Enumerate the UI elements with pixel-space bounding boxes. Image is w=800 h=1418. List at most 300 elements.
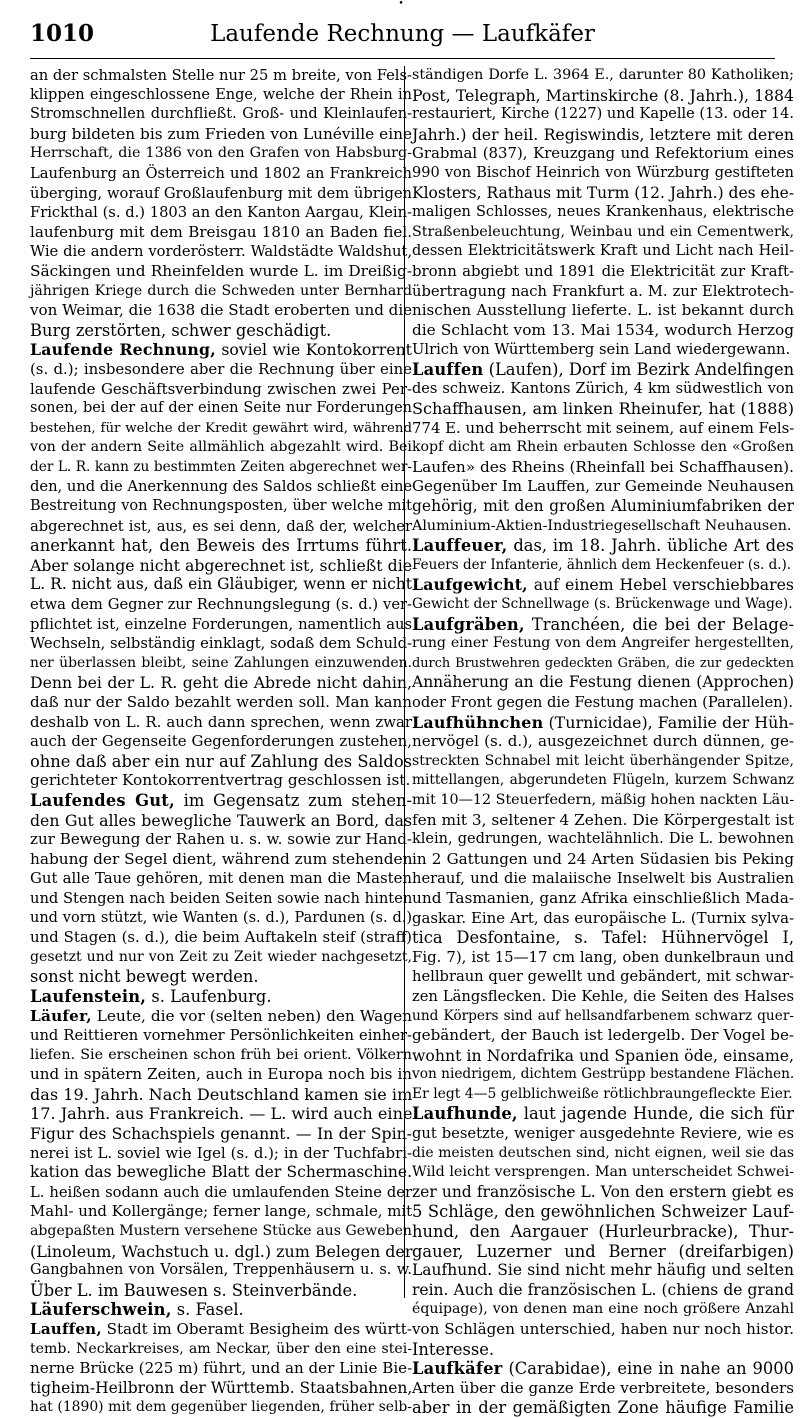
text-line [30, 1340, 412, 1360]
line-text: klippen eingeschlossene Enge, welche der Rhein in [30, 86, 412, 103]
line-text: und in spätern Zeiten, auch in Europa noch bis in [30, 1065, 412, 1084]
text-line [30, 1104, 412, 1124]
text-line [412, 673, 794, 693]
text-line [412, 419, 794, 439]
text-line [30, 1085, 412, 1105]
line-text: ständigen Dorfe L. 3964 E., darunter 80 Katholiken; [412, 67, 794, 83]
line-text: Gangbahnen von Vorsälen, Treppenhäusern u. s. w. [30, 1262, 412, 1279]
line-text: Feuers der Infanterie, ähnlich dem Heckenfeuer (s. d.). [412, 556, 792, 573]
text-line [412, 1026, 794, 1046]
line-text: (Turnicidae), Familie der Hüh- [548, 712, 795, 732]
text-line [30, 693, 412, 713]
line-text: aber in der gemäßigten Zone häufige Familie [412, 1398, 794, 1418]
text-line [412, 360, 794, 380]
text-line [30, 1222, 412, 1242]
line-text: équipage), von denen man eine noch größere Anzahl [412, 1301, 794, 1318]
text-line [30, 458, 412, 478]
text-line [412, 850, 794, 870]
text-line [30, 301, 412, 321]
line-text: Wechseln, selbständig einklagt, sodaß dem Schuld- [30, 635, 412, 653]
dictionary-entry [30, 1007, 412, 1301]
line-text: gerichteter Kontokorrentvertrag geschlossen ist. [30, 771, 411, 790]
text-line [30, 1007, 412, 1027]
line-text: nervögel (s. d.), ausgezeichnet durch dünnen, ge- [412, 732, 794, 751]
line-text: Bestreitung von Rechnungsposten, über welche mit [30, 498, 412, 515]
text-line [412, 144, 794, 164]
line-text: den Gut alles bewegliche Tauwerk an Bord, das [30, 810, 412, 830]
line-text: abgepaßten Mustern versehene Stücke aus Geweben [30, 1223, 412, 1240]
text-line [30, 673, 412, 693]
text-line [30, 830, 412, 850]
line-text: sonst nicht bewegt werden. [30, 967, 259, 987]
line-text: übertragung nach Frankfurt a. M. zur Elektrotech- [412, 282, 794, 300]
line-text: L. heißen sodann auch die umlaufenden Steine der [30, 1183, 412, 1201]
text-line [412, 203, 794, 223]
text-line [412, 105, 794, 125]
line-text: laufenburg mit dem Breisgau 1810 an Baden fiel. [30, 222, 412, 241]
text-line [30, 321, 412, 341]
text-line [30, 164, 412, 184]
entry-continuation [30, 66, 412, 340]
entry-headword: Läuferschwein, [30, 1300, 172, 1320]
line-text: (s. d.); insbesondere aber die Rechnung über eine [30, 359, 412, 378]
text-line [30, 713, 412, 733]
line-text: Laufenburg an Österreich und 1802 an Frankreich [30, 164, 412, 182]
text-line [412, 615, 794, 635]
line-text: pflichtet ist, einzelne Forderungen, namentlich aus [30, 615, 412, 633]
dictionary-entry [30, 340, 412, 791]
line-text: Mahl- und Kollergänge; ferner lange, schmale, mit [30, 1202, 413, 1221]
text-line [412, 928, 794, 948]
line-text: Interesse. [412, 1339, 495, 1359]
running-title: Laufende Rechnung — Laufkäfer [210, 21, 595, 47]
dictionary-entry [412, 713, 794, 1105]
text-line [412, 595, 794, 615]
line-text: das 19. Jahrh. Nach Deutschland kamen sie im [30, 1084, 413, 1104]
dictionary-entry [412, 575, 794, 614]
line-text: Wild leicht versprengen. Man unterscheidet Schwei- [412, 1164, 794, 1181]
line-text: auf einem Hebel verschiebbares [533, 575, 794, 595]
text-line [30, 86, 412, 106]
text-line [30, 1261, 412, 1281]
line-text: und Tasmanien, ganz Afrika einschließlich Mada- [412, 888, 794, 907]
entry-headword: Laufgewicht, [412, 575, 528, 595]
page-header [30, 14, 775, 54]
text-line [412, 771, 794, 791]
text-line [412, 1242, 794, 1262]
text-line [30, 419, 412, 439]
line-text: die meisten deutschen sind, nicht eignen, weil sie das [412, 1144, 794, 1161]
text-line [30, 242, 412, 262]
text-line [412, 242, 794, 262]
text-line [30, 654, 412, 674]
line-text: kopf dicht am Rhein erbauten Schlosse den «Großen [412, 439, 794, 456]
text-line [30, 360, 412, 380]
line-text: anerkannt hat, den Beweis des Irrtums führt. [30, 536, 412, 556]
line-text: der L. R. kann zu bestimmten Zeiten abgerechnet wer- [30, 458, 412, 475]
line-text: 774 E. und beherrscht mit seinem, auf einem Fels- [412, 418, 795, 437]
line-text: gesetzt und nur von Zeit zu Zeit wieder nachgesetzt, [30, 948, 412, 965]
line-text: und Körpers sind auf hellsandfarbenem schwarz quer- [412, 1007, 794, 1024]
text-line [30, 732, 412, 752]
dictionary-entry [30, 987, 412, 1007]
text-line [30, 1046, 412, 1066]
text-line [412, 86, 794, 106]
line-text: fen mit 3, seltener 4 Zehen. Die Körpergestalt ist [412, 810, 794, 829]
top-mark: • [398, 0, 404, 9]
line-text: mit 10—12 Steuerfedern, mäßig hohen nackten Läu- [412, 791, 795, 808]
line-text: des schweiz. Kantons Zürich, 4 km südwestlich von [412, 380, 794, 397]
line-text: Stromschnellen durchfließt. Groß- und Kleinlaufen- [30, 106, 412, 123]
text-line [30, 105, 412, 125]
line-text: maligen Schlosses, neues Krankenhaus, elektrische [412, 204, 794, 221]
text-line [30, 184, 412, 204]
dictionary-entry [30, 1320, 412, 1418]
text-line [30, 1300, 412, 1320]
text-line [30, 595, 412, 615]
text-line [412, 380, 794, 400]
dictionary-entry [412, 615, 794, 713]
line-text: dessen Elektricitätswerk Kraft und Licht nach Heil- [412, 243, 794, 260]
line-text: Schaffhausen, am linken Rheinufer, hat (1888) [412, 399, 794, 419]
line-text: abgerechnet ist, aus, es sei denn, daß der, welcher [30, 517, 412, 535]
line-text: ner überlassen bleibt, seine Zahlungen einzuwenden. [30, 654, 412, 671]
text-line [412, 262, 794, 282]
line-text: auch der Gegenseite Gegenforderungen zustehen, [30, 732, 412, 751]
text-line [30, 1398, 412, 1418]
text-line [30, 634, 412, 654]
line-text: Frickthal (s. d.) 1803 an den Kanton Aargau, Klein- [30, 204, 412, 222]
line-text: jährigen Kriege durch die Schweden unter Bernhard [30, 282, 412, 299]
text-line [30, 282, 412, 302]
text-line [412, 987, 794, 1007]
text-line [412, 1085, 794, 1105]
line-text: bestehen, für welche der Kredit gewährt wird, während [30, 420, 412, 436]
line-text: habung der Segel dient, während zum stehenden [30, 849, 413, 868]
line-text: Klosters, Rathaus mit Turm (12. Jahrh.) des ehe- [412, 183, 795, 202]
text-line [412, 948, 794, 968]
entry-headword: Läufer, [30, 1006, 92, 1025]
line-text: deshalb von L. R. auch dann sprechen, wenn zwar [30, 712, 412, 731]
text-line [412, 909, 794, 929]
dictionary-entry [412, 1104, 794, 1359]
line-text: nerei ist L. soviel wie Igel (s. d.); in der Tuchfabri- [30, 1143, 412, 1162]
line-text: in 2 Gattungen und 24 Arten Südasien bis Peking [412, 849, 794, 868]
text-line [412, 1261, 794, 1281]
text-line [412, 889, 794, 909]
line-text: s. Fasel. [176, 1300, 244, 1320]
left-column [30, 66, 413, 1416]
text-line [412, 1183, 794, 1203]
line-text: hund, den Aargauer (Hurleurbracke), Thur- [412, 1222, 794, 1242]
text-line [412, 458, 794, 478]
line-text: hellbraun quer gewellt und gebändert, mit schwar- [412, 968, 794, 986]
text-line [30, 1163, 412, 1183]
text-line [30, 889, 412, 909]
line-text: Aber solange nicht abgerechnet ist, schließt die [30, 555, 412, 575]
line-text: Über L. im Bauwesen s. Steinverbände. [30, 1280, 358, 1300]
text-line [412, 1379, 794, 1399]
line-text: restauriert, Kirche (1227) und Kapelle (13. oder 14. [412, 106, 794, 123]
line-text: und vorn stützt, wie Wanten (s. d.), Pardunen (s. d.) [30, 909, 412, 926]
line-text: klein, gedrungen, wachtelähnlich. Die L. bewohnen [412, 831, 794, 848]
line-text: mittellangen, abgerundeten Flügeln, kurzem Schwanz [412, 772, 794, 789]
line-text: rein. Auch die französischen L. (chiens de grand [412, 1280, 794, 1299]
line-text: Figur des Schachspiels genannt. — In der Spin- [30, 1124, 412, 1144]
line-text: Arten über die ganze Erde verbreitete, besonders [412, 1378, 794, 1397]
text-line [412, 869, 794, 889]
text-line [30, 752, 412, 772]
text-line [30, 203, 412, 223]
text-line [30, 497, 412, 517]
line-text: herauf, und die malaiische Inselwelt bis Australien [412, 870, 794, 888]
line-text: von Schlägen unterschied, haben nur noch histor. [412, 1320, 794, 1338]
entry-headword: Laufkäfer [412, 1359, 503, 1379]
text-line [412, 1163, 794, 1183]
text-line [30, 125, 412, 145]
line-text: wohnt in Nordafrika und Spanien öde, einsame, [412, 1045, 794, 1065]
line-text: Ulrich von Württemberg sein Land wiedergewann. [412, 341, 791, 359]
line-text: Annäherung an die Festung dienen (Approchen) [412, 673, 794, 692]
text-line [30, 1124, 412, 1144]
dictionary-entry [412, 360, 794, 536]
line-text: hat (1890) mit dem gegenüber liegenden, früher selb- [30, 1399, 412, 1416]
text-line [412, 1124, 794, 1144]
line-text: Er legt 4—5 gelblichweiße rötlichbraungefleckte Eier. [412, 1085, 793, 1102]
text-line [30, 811, 412, 831]
text-line [30, 477, 412, 497]
line-text: Burg zerstörten, schwer geschädigt. [30, 320, 332, 340]
text-line [412, 497, 794, 517]
text-line [30, 928, 412, 948]
text-line [412, 634, 794, 654]
header-rule [30, 58, 775, 59]
text-line [30, 144, 412, 164]
text-line [412, 1007, 794, 1027]
text-line [30, 575, 412, 595]
line-text: soviel wie Kontokorrent [221, 340, 412, 360]
line-text: nischen Ausstellung lieferte. L. ist bekannt durch [412, 301, 794, 320]
line-text: im Gegensatz zum stehen- [183, 790, 412, 810]
text-line [30, 262, 412, 282]
text-line [412, 1300, 794, 1320]
line-text: und Reittieren vornehmer Persönlichkeiten einher- [30, 1027, 412, 1045]
text-line [30, 1320, 412, 1340]
column-divider [404, 66, 405, 1298]
text-line [30, 1281, 412, 1301]
text-line [412, 340, 794, 360]
line-text: Denn bei der L. R. geht die Abrede nicht dahin, [30, 673, 412, 693]
text-line [412, 830, 794, 850]
line-text: an der schmalsten Stelle nur 25 m breite, von Fels- [30, 67, 412, 84]
line-text: tica Desfontaine, s. Tafel: Hühnervögel I, [412, 928, 794, 948]
text-line [412, 536, 794, 556]
text-line [30, 987, 412, 1007]
dictionary-entry [30, 791, 412, 987]
text-line [30, 909, 412, 929]
line-text: zur Bewegung der Rahen u. s. w. sowie zur Hand- [30, 830, 412, 849]
text-line [30, 66, 412, 86]
line-text: Gut alle Taue gehören, mit denen man die Masten [30, 869, 412, 888]
line-text: Laufen» des Rheins (Rheinfall bei Schaffhausen). [412, 457, 794, 476]
dictionary-entry [30, 1300, 412, 1320]
text-line [30, 517, 412, 537]
line-text: Tranchéen, die bei der Belage- [531, 614, 794, 634]
text-line [412, 282, 794, 302]
text-line [30, 1379, 412, 1399]
line-text: und Stagen (s. d.), die beim Auftakeln steif (straff) [30, 928, 412, 947]
line-text: Säckingen und Rheinfelden wurde L. im Dreißig- [30, 261, 412, 280]
line-text: rung einer Festung von dem Angreifer hergestellten, [412, 635, 794, 652]
line-text: Wie die andern vorderösterr. Waldstädte Waldshut, [30, 243, 412, 261]
text-line [412, 1320, 794, 1340]
text-line [30, 438, 412, 458]
line-text: L. R. nicht aus, daß ein Gläubiger, wenn er nicht [30, 575, 412, 594]
entry-continuation [412, 66, 794, 360]
line-text: gut besetzte, weniger ausgedehnte Reviere, wie es [412, 1125, 794, 1143]
line-text: Leute, die vor (selten neben) den Wagen [96, 1006, 412, 1025]
line-text: das, im 18. Jahrh. übliche Art des [513, 536, 794, 556]
text-line [30, 223, 412, 243]
text-line [30, 399, 412, 419]
entry-headword: Laufhühnchen [412, 712, 544, 732]
text-line [412, 1281, 794, 1301]
entry-headword: Lauffen [412, 359, 484, 379]
line-text: laut jagende Hunde, die sich für [523, 1104, 794, 1124]
line-text: (Linoleum, Wachstuch u. dgl.) zum Belegen der [30, 1241, 413, 1261]
line-text: Jahrh.) der heil. Regiswindis, letztere mit deren [412, 124, 794, 144]
right-column [412, 66, 795, 1418]
dictionary-entry [412, 536, 794, 575]
line-text: bronn abgiebt und 1891 die Elektricität zur Kraft- [412, 261, 794, 280]
line-text: von Weimar, die 1638 die Stadt eroberten und die [30, 301, 413, 320]
text-line [412, 693, 794, 713]
text-line [412, 556, 794, 576]
text-line [30, 340, 412, 360]
line-text: laufende Geschäftsverbindung zwischen zwei Per- [30, 379, 412, 398]
page-number: 1010 [30, 20, 95, 47]
text-line [412, 1222, 794, 1242]
text-line [412, 1398, 794, 1418]
entry-headword: Laufende Rechnung, [30, 340, 216, 360]
line-text: 17. Jahrh. aus Frankreich. — L. wird auch eine [30, 1104, 413, 1124]
text-line [412, 125, 794, 145]
text-line [412, 184, 794, 204]
line-text: von der andern Seite allmählich abgezahlt wird. Bei [30, 439, 412, 456]
line-text: liefen. Sie erscheinen schon früh bei orient. Völkern [30, 1046, 412, 1063]
text-line [30, 771, 412, 791]
line-text: burg bildeten bis zum Frieden von Lunéville eine [30, 124, 412, 143]
text-line [30, 1026, 412, 1046]
text-line [412, 654, 794, 674]
text-line [412, 517, 794, 537]
text-line [30, 536, 412, 556]
line-text: Gegenüber Im Lauffen, zur Gemeinde Neuhausen [412, 477, 794, 496]
text-line [30, 1183, 412, 1203]
line-text: überging, worauf Großlaufenburg mit dem übrigen [30, 184, 412, 202]
text-line [412, 477, 794, 497]
text-line [412, 438, 794, 458]
line-text: (Laufen), Dorf im Bezirk Andelfingen [488, 359, 795, 379]
entry-headword: Laufenstein, [30, 986, 147, 1006]
text-line [30, 1202, 412, 1222]
entry-headword: Lauffeuer, [412, 536, 508, 556]
line-text: und Stengen nach beiden Seiten sowie nach hinten [30, 889, 413, 907]
text-line [412, 811, 794, 831]
dictionary-entry [412, 1359, 794, 1418]
line-text: Stadt im Oberamt Besigheim des württ- [106, 1320, 412, 1338]
line-text: etwa dem Gegner zur Rechnungslegung (s. d.) ver- [30, 596, 412, 614]
line-text: von niedrigem, dichtem Gestrüpp bestandene Flächen. [412, 1066, 795, 1083]
line-text: den, und die Anerkennung des Saldos schließt eine [30, 478, 413, 496]
line-text: Aluminium-Aktien-Industriegesellschaft Neuhausen. [412, 517, 792, 534]
line-text: gauer, Luzerner und Berner (dreifarbigen) [412, 1241, 794, 1261]
line-text: temb. Neckarkreises, am Neckar, über den eine stei- [30, 1340, 412, 1357]
text-line [30, 967, 412, 987]
text-line [30, 850, 412, 870]
line-text: nerne Brücke (225 m) führt, und an der Linie Bie- [30, 1359, 413, 1378]
text-line [412, 732, 794, 752]
text-line [30, 615, 412, 635]
entry-headword: Laufendes Gut, [30, 790, 175, 810]
line-text: 5 Schläge, den gewöhnlichen Schweizer Lauf- [412, 1202, 794, 1222]
text-line [412, 967, 794, 987]
entry-headword: Lauffen, [30, 1320, 102, 1338]
text-line [30, 1065, 412, 1085]
text-line [412, 752, 794, 772]
line-text: durch Brustwehren gedeckten Gräben, die zur gedeckten [412, 655, 794, 671]
text-line [412, 164, 794, 184]
line-text: zen Längsflecken. Die Kehle, die Seiten des Halses [412, 987, 794, 1005]
text-line [412, 223, 794, 243]
text-line [412, 321, 794, 341]
text-line [412, 1202, 794, 1222]
line-text: daß nur der Saldo bezahlt werden soll. Man kann [30, 693, 412, 711]
line-text: Grabmal (837), Kreuzgang und Refektorium eines [412, 144, 794, 163]
text-line [30, 1359, 412, 1379]
text-line [412, 1144, 794, 1164]
line-text: oder Front gegen die Festung machen (Parallelen). [412, 694, 794, 711]
line-text: Herrschaft, die 1386 von den Grafen von Habsburg- [30, 145, 412, 162]
line-text: gehörig, mit den großen Aluminiumfabriken der [412, 497, 794, 516]
text-line [412, 1104, 794, 1124]
line-text: sonen, bei der auf der einen Seite nur Forderungen [30, 400, 412, 417]
text-line [30, 869, 412, 889]
line-text: Laufhund. Sie sind nicht mehr häufig und selten [412, 1261, 794, 1280]
line-text: Fig. 7), ist 15—17 cm lang, oben dunkelbraun und [412, 947, 794, 966]
text-line [412, 1359, 794, 1379]
text-line [412, 301, 794, 321]
line-text: gaskar. Eine Art, das europäische L. (Turnix sylva- [412, 908, 794, 927]
text-line [412, 1340, 794, 1360]
text-line [412, 1065, 794, 1085]
entry-headword: Laufhunde, [412, 1104, 518, 1124]
line-text: 990 von Bischof Heinrich von Würzburg gestifteten [412, 164, 794, 181]
line-text: zer und französische L. Von den erstern giebt es [412, 1182, 794, 1201]
text-line [30, 948, 412, 968]
entry-headword: Laufgräben, [412, 614, 525, 634]
text-line [30, 791, 412, 811]
text-line [30, 1144, 412, 1164]
line-text: tigheim-Heilbronn der Württemb. Staatsbahnen, [30, 1378, 413, 1397]
text-line [30, 380, 412, 400]
line-text: streckten Schnabel mit leicht überhängender Spitze, [412, 752, 794, 769]
line-text: ohne daß aber ein nur auf Zahlung des Saldos [30, 751, 412, 771]
line-text: Straßenbeleuchtung, Weinbau und ein Cementwerk, [412, 223, 794, 240]
line-text: (Carabidae), eine in nahe an 9000 [508, 1359, 794, 1379]
text-line [412, 399, 794, 419]
text-line [412, 575, 794, 595]
